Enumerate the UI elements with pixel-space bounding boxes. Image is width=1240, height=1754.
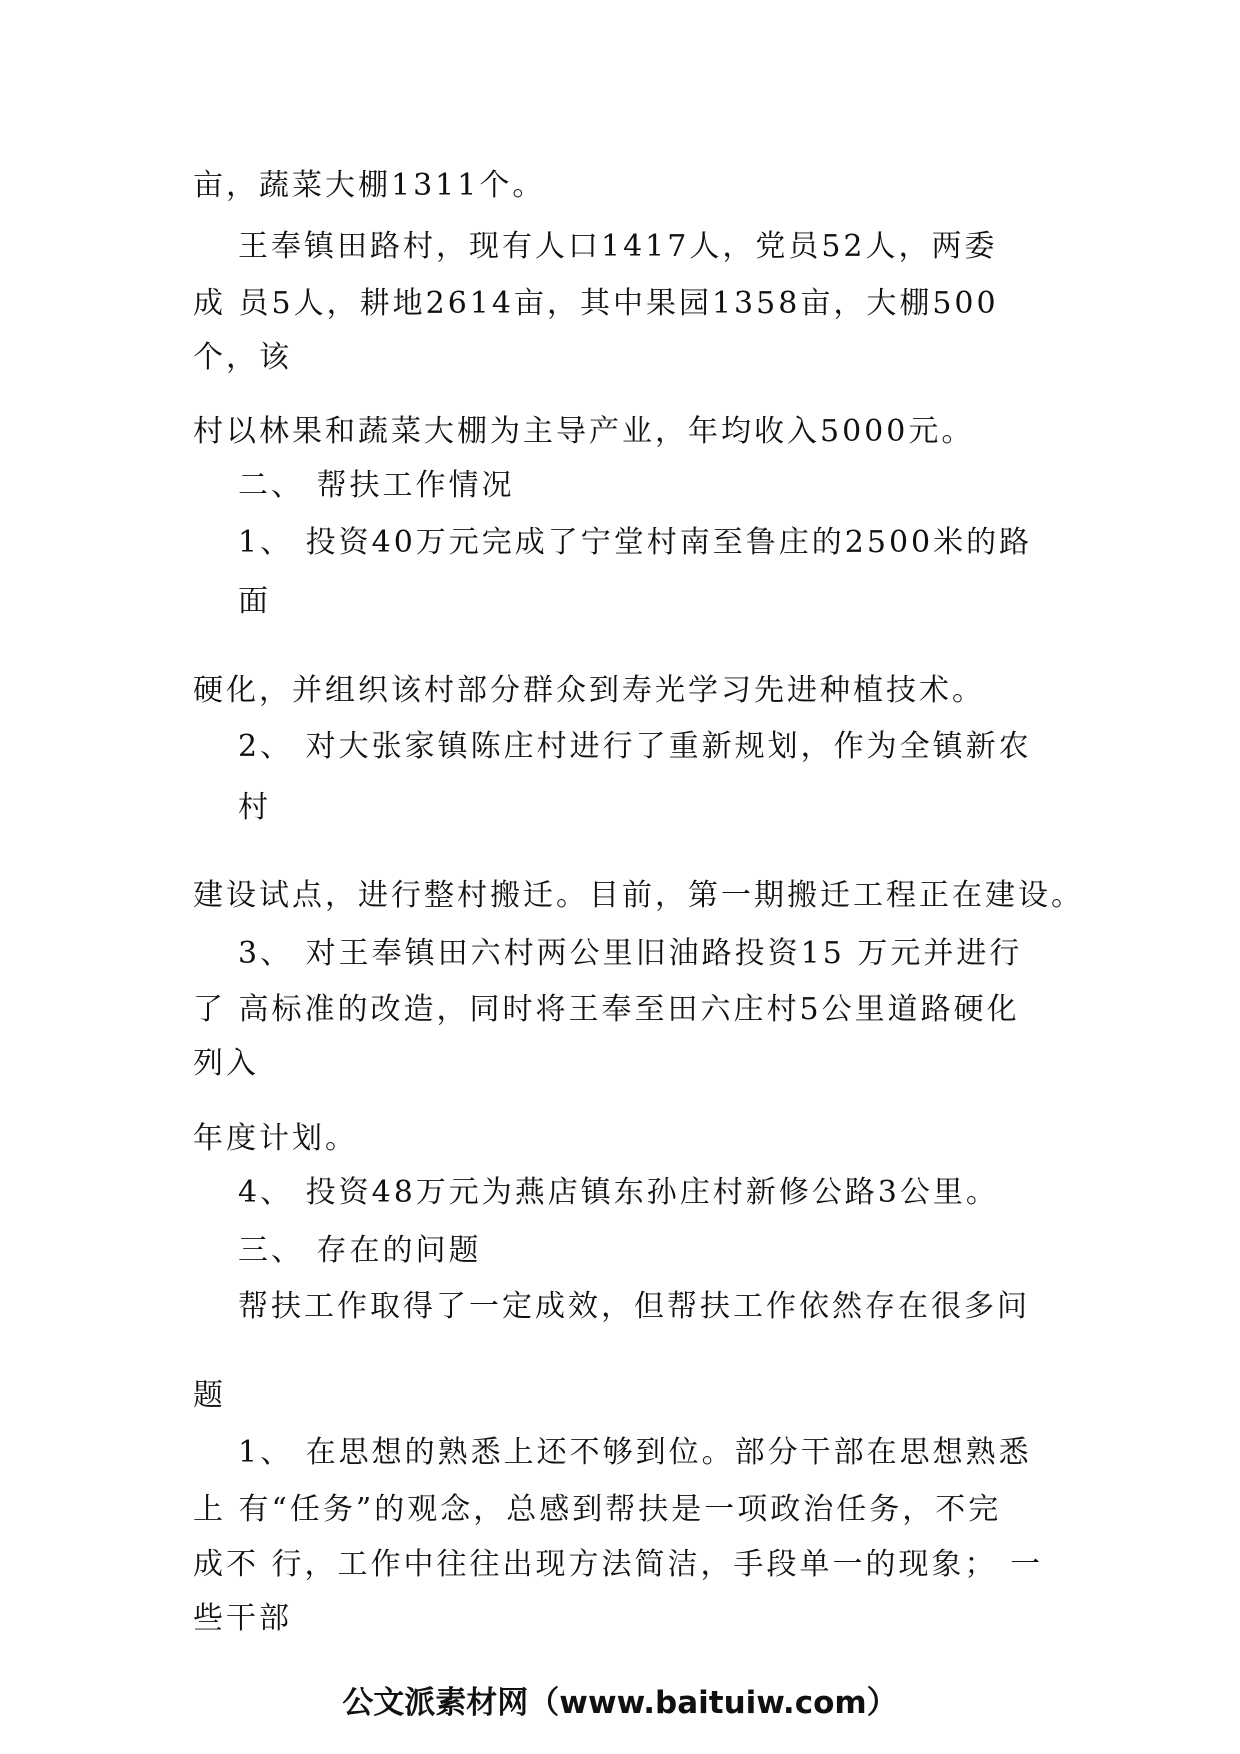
- text-line-13: 3、 对王奉镇田六村两公里旧油路投资15 万元并进行: [238, 936, 1023, 971]
- text-line-22: 上 有“任务”的观念，总感到帮扶是一项政治任务，不完: [193, 1492, 1002, 1527]
- text-line-21: 1、 在思想的熟悉上还不够到位。部分干部在思想熟悉: [238, 1435, 1032, 1470]
- text-line-23: 成不 行，工作中往往出现方法简洁，手段单一的现象； 一: [193, 1547, 1044, 1582]
- text-line-3: 成 员5人，耕地2614亩，其中果园1358亩，大棚500: [193, 286, 999, 321]
- section-heading-3: 三、 存在的问题: [238, 1233, 482, 1268]
- text-line-2: 王奉镇田路村，现有人口1417人，党员52人，两委: [238, 229, 998, 264]
- section-heading-2: 二、 帮扶工作情况: [238, 468, 515, 503]
- text-line-14: 了 高标准的改造，同时将王奉至田六庄村5公里道路硬化: [193, 992, 1020, 1027]
- text-line-17: 4、 投资48万元为燕店镇东孙庄村新修公路3公里。: [238, 1175, 999, 1210]
- text-line-10: 2、 对大张家镇陈庄村进行了重新规划，作为全镇新农: [238, 729, 1032, 764]
- page-footer: 公文派素材网（www.baituiw.com）: [342, 1685, 898, 1721]
- text-line-7: 1、 投资40万元完成了宁堂村南至鲁庄的2500米的路: [238, 525, 1033, 560]
- text-line-8: 面: [238, 584, 271, 619]
- text-line-20: 题: [193, 1378, 226, 1413]
- text-line-11: 村: [238, 790, 271, 825]
- text-line-19: 帮扶工作取得了一定成效，但帮扶工作依然存在很多问: [238, 1289, 1030, 1324]
- text-line-9: 硬化，并组织该村部分群众到寿光学习先进种植技术。: [193, 673, 985, 708]
- text-line-12: 建设试点，进行整村搬迁。目前，第一期搬迁工程正在建设。: [193, 878, 1084, 913]
- text-line-16: 年度计划。: [193, 1121, 358, 1156]
- text-line-4: 个，该: [193, 340, 292, 375]
- text-line-1: 亩，蔬菜大棚1311个。: [193, 168, 546, 203]
- text-line-24: 些干部: [193, 1601, 292, 1636]
- text-line-5: 村以林果和蔬菜大棚为主导产业，年均收入5000元。: [193, 414, 975, 449]
- text-line-15: 列入: [193, 1046, 259, 1081]
